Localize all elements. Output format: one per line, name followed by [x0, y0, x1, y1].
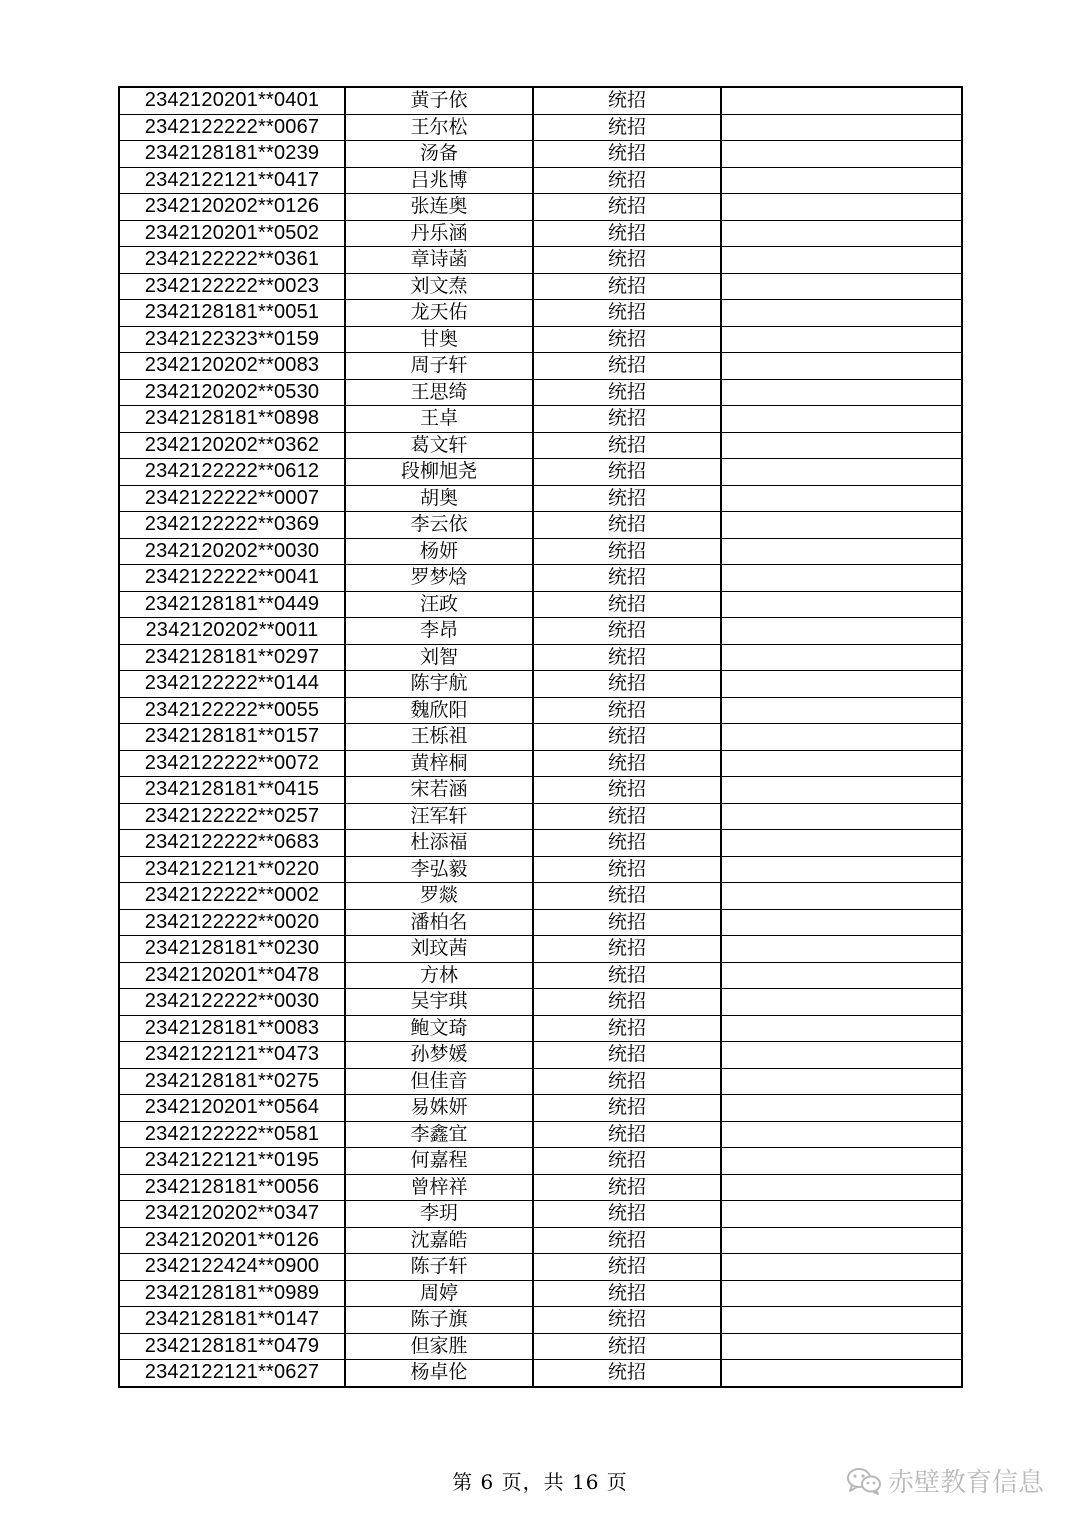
admission-type-cell: 统招 [533, 512, 721, 539]
remarks-cell [721, 565, 962, 592]
remarks-cell [721, 1148, 962, 1175]
exam-number-cell: 2342128181**0297 [119, 644, 345, 671]
remarks-cell [721, 512, 962, 539]
admission-type-cell: 统招 [533, 1333, 721, 1360]
exam-number-cell: 2342122222**0007 [119, 485, 345, 512]
student-roster-table [118, 86, 963, 1388]
student-name-cell: 李昂 [345, 618, 533, 645]
exam-number-cell: 2342122121**0627 [119, 1360, 345, 1387]
admission-type-cell: 统招 [533, 671, 721, 698]
admission-type-cell: 统招 [533, 1280, 721, 1307]
exam-number-cell: 2342122121**0195 [119, 1148, 345, 1175]
remarks-cell [721, 962, 962, 989]
student-name-cell: 李鑫宜 [345, 1121, 533, 1148]
remarks-cell [721, 485, 962, 512]
student-name-cell: 王栎祖 [345, 724, 533, 751]
remarks-cell [721, 1360, 962, 1387]
table-row [119, 379, 962, 406]
remarks-cell [721, 167, 962, 194]
exam-number-cell: 2342122121**0473 [119, 1042, 345, 1069]
exam-number-cell: 2342128181**0989 [119, 1280, 345, 1307]
table-row [119, 1121, 962, 1148]
remarks-cell [721, 538, 962, 565]
exam-number-cell: 2342128181**0157 [119, 724, 345, 751]
admission-type-cell: 统招 [533, 273, 721, 300]
table-row [119, 459, 962, 486]
table-row [119, 1042, 962, 1069]
admission-type-cell: 统招 [533, 777, 721, 804]
remarks-cell [721, 989, 962, 1016]
admission-type-cell: 统招 [533, 538, 721, 565]
admission-type-cell: 统招 [533, 962, 721, 989]
student-name-cell: 但佳音 [345, 1068, 533, 1095]
table-row [119, 618, 962, 645]
remarks-cell [721, 379, 962, 406]
exam-number-cell: 2342122222**0023 [119, 273, 345, 300]
exam-number-cell: 2342128181**0147 [119, 1307, 345, 1334]
admission-type-cell: 统招 [533, 644, 721, 671]
remarks-cell [721, 1307, 962, 1334]
remarks-cell [721, 1227, 962, 1254]
remarks-cell [721, 697, 962, 724]
exam-number-cell: 2342128181**0051 [119, 300, 345, 327]
remarks-cell [721, 300, 962, 327]
admission-type-cell: 统招 [533, 485, 721, 512]
table-row [119, 1307, 962, 1334]
admission-type-cell: 统招 [533, 1121, 721, 1148]
table-row [119, 1280, 962, 1307]
student-name-cell: 葛文轩 [345, 432, 533, 459]
admission-type-cell: 统招 [533, 1095, 721, 1122]
table-row [119, 830, 962, 857]
table-row [119, 1015, 962, 1042]
table-row [119, 432, 962, 459]
admission-type-cell: 统招 [533, 750, 721, 777]
remarks-cell [721, 1121, 962, 1148]
table-row [119, 114, 962, 141]
admission-type-cell: 统招 [533, 141, 721, 168]
student-name-cell: 但家胜 [345, 1333, 533, 1360]
remarks-cell [721, 220, 962, 247]
table-row [119, 989, 962, 1016]
remarks-cell [721, 1201, 962, 1228]
student-name-cell: 周子轩 [345, 353, 533, 380]
table-row [119, 1254, 962, 1281]
table-row [119, 856, 962, 883]
remarks-cell [721, 618, 962, 645]
remarks-cell [721, 671, 962, 698]
table-row [119, 194, 962, 221]
admission-type-cell: 统招 [533, 167, 721, 194]
admission-type-cell: 统招 [533, 406, 721, 433]
student-name-cell: 易姝妍 [345, 1095, 533, 1122]
remarks-cell [721, 432, 962, 459]
exam-number-cell: 2342122222**0612 [119, 459, 345, 486]
exam-number-cell: 2342122222**0067 [119, 114, 345, 141]
remarks-cell [721, 1015, 962, 1042]
exam-number-cell: 2342128181**0449 [119, 591, 345, 618]
admission-type-cell: 统招 [533, 353, 721, 380]
admission-type-cell: 统招 [533, 1148, 721, 1175]
table-row [119, 724, 962, 751]
table-row [119, 87, 962, 114]
admission-type-cell: 统招 [533, 909, 721, 936]
admission-type-cell: 统招 [533, 1254, 721, 1281]
student-name-cell: 李云依 [345, 512, 533, 539]
student-name-cell: 何嘉程 [345, 1148, 533, 1175]
remarks-cell [721, 750, 962, 777]
remarks-cell [721, 326, 962, 353]
remarks-cell [721, 803, 962, 830]
exam-number-cell: 2342120201**0401 [119, 87, 345, 114]
remarks-cell [721, 909, 962, 936]
student-name-cell: 周婷 [345, 1280, 533, 1307]
table-row [119, 1360, 962, 1387]
remarks-cell [721, 591, 962, 618]
admission-type-cell: 统招 [533, 300, 721, 327]
exam-number-cell: 2342120202**0126 [119, 194, 345, 221]
student-name-cell: 杜添福 [345, 830, 533, 857]
student-name-cell: 陈宇航 [345, 671, 533, 698]
student-name-cell: 陈子轩 [345, 1254, 533, 1281]
table-row [119, 565, 962, 592]
remarks-cell [721, 1174, 962, 1201]
student-name-cell: 刘玟茜 [345, 936, 533, 963]
remarks-cell [721, 936, 962, 963]
exam-number-cell: 2342120202**0530 [119, 379, 345, 406]
exam-number-cell: 2342122222**0002 [119, 883, 345, 910]
exam-number-cell: 2342128181**0083 [119, 1015, 345, 1042]
remarks-cell [721, 141, 962, 168]
table-row [119, 1068, 962, 1095]
table-row [119, 485, 962, 512]
student-name-cell: 李玥 [345, 1201, 533, 1228]
exam-number-cell: 2342128181**0239 [119, 141, 345, 168]
student-name-cell: 王卓 [345, 406, 533, 433]
exam-number-cell: 2342122222**0144 [119, 671, 345, 698]
table-row [119, 1174, 962, 1201]
student-name-cell: 丹乐涵 [345, 220, 533, 247]
student-name-cell: 孙梦媛 [345, 1042, 533, 1069]
admission-type-cell: 统招 [533, 194, 721, 221]
roster-body [119, 87, 962, 1387]
remarks-cell [721, 1068, 962, 1095]
exam-number-cell: 2342122424**0900 [119, 1254, 345, 1281]
admission-type-cell: 统招 [533, 1068, 721, 1095]
student-name-cell: 汤备 [345, 141, 533, 168]
remarks-cell [721, 1095, 962, 1122]
admission-type-cell: 统招 [533, 1307, 721, 1334]
student-name-cell: 李弘毅 [345, 856, 533, 883]
table-row [119, 1201, 962, 1228]
student-name-cell: 魏欣阳 [345, 697, 533, 724]
remarks-cell [721, 1254, 962, 1281]
student-name-cell: 陈子旗 [345, 1307, 533, 1334]
student-name-cell: 龙天佑 [345, 300, 533, 327]
table-row [119, 671, 962, 698]
remarks-cell [721, 1042, 962, 1069]
remarks-cell [721, 459, 962, 486]
student-name-cell: 王思绮 [345, 379, 533, 406]
admission-type-cell: 统招 [533, 87, 721, 114]
table-row [119, 750, 962, 777]
remarks-cell [721, 883, 962, 910]
exam-number-cell: 2342128181**0056 [119, 1174, 345, 1201]
exam-number-cell: 2342122222**0257 [119, 803, 345, 830]
student-name-cell: 胡奥 [345, 485, 533, 512]
student-name-cell: 王尔松 [345, 114, 533, 141]
admission-type-cell: 统招 [533, 432, 721, 459]
exam-number-cell: 2342120201**0502 [119, 220, 345, 247]
student-name-cell: 吴宇琪 [345, 989, 533, 1016]
admission-type-cell: 统招 [533, 830, 721, 857]
admission-type-cell: 统招 [533, 565, 721, 592]
student-name-cell: 章诗菡 [345, 247, 533, 274]
exam-number-cell: 2342128181**0275 [119, 1068, 345, 1095]
table-row [119, 591, 962, 618]
admission-type-cell: 统招 [533, 459, 721, 486]
student-name-cell: 黄子依 [345, 87, 533, 114]
table-row [119, 883, 962, 910]
page-number-label: 第 6 页，共 16 页 [452, 1470, 628, 1494]
admission-type-cell: 统招 [533, 1360, 721, 1387]
student-name-cell: 沈嘉皓 [345, 1227, 533, 1254]
student-name-cell: 刘智 [345, 644, 533, 671]
exam-number-cell: 2342122222**0369 [119, 512, 345, 539]
exam-number-cell: 2342120201**0564 [119, 1095, 345, 1122]
wechat-icon [846, 1466, 882, 1496]
student-name-cell: 刘文焘 [345, 273, 533, 300]
table-row [119, 167, 962, 194]
student-name-cell: 汪军轩 [345, 803, 533, 830]
table-row [119, 697, 962, 724]
student-name-cell: 杨妍 [345, 538, 533, 565]
student-name-cell: 吕兆博 [345, 167, 533, 194]
admission-type-cell: 统招 [533, 1201, 721, 1228]
table-row [119, 353, 962, 380]
table-row [119, 1227, 962, 1254]
admission-type-cell: 统招 [533, 326, 721, 353]
remarks-cell [721, 777, 962, 804]
student-name-cell: 汪政 [345, 591, 533, 618]
table-row [119, 1148, 962, 1175]
table-row [119, 909, 962, 936]
table-row [119, 962, 962, 989]
admission-type-cell: 统招 [533, 618, 721, 645]
remarks-cell [721, 353, 962, 380]
student-name-cell: 罗燚 [345, 883, 533, 910]
remarks-cell [721, 856, 962, 883]
admission-type-cell: 统招 [533, 803, 721, 830]
student-name-cell: 甘奥 [345, 326, 533, 353]
remarks-cell [721, 1280, 962, 1307]
exam-number-cell: 2342128181**0898 [119, 406, 345, 433]
table-row [119, 803, 962, 830]
remarks-cell [721, 830, 962, 857]
admission-type-cell: 统招 [533, 724, 721, 751]
admission-type-cell: 统招 [533, 247, 721, 274]
table-row [119, 247, 962, 274]
table-row [119, 300, 962, 327]
table-row [119, 777, 962, 804]
student-name-cell: 杨卓伦 [345, 1360, 533, 1387]
exam-number-cell: 2342120202**0030 [119, 538, 345, 565]
table-row [119, 1095, 962, 1122]
remarks-cell [721, 273, 962, 300]
wechat-watermark [846, 1462, 1044, 1499]
admission-type-cell: 统招 [533, 1174, 721, 1201]
exam-number-cell: 2342122222**0041 [119, 565, 345, 592]
student-name-cell: 曾梓祥 [345, 1174, 533, 1201]
exam-number-cell: 2342120201**0126 [119, 1227, 345, 1254]
exam-number-cell: 2342122222**0581 [119, 1121, 345, 1148]
exam-number-cell: 2342122222**0030 [119, 989, 345, 1016]
exam-number-cell: 2342120201**0478 [119, 962, 345, 989]
table-row [119, 644, 962, 671]
table-row [119, 936, 962, 963]
exam-number-cell: 2342120202**0011 [119, 618, 345, 645]
student-name-cell: 黄梓桐 [345, 750, 533, 777]
table-row [119, 326, 962, 353]
watermark-text: 赤壁教育信息 [887, 1468, 1044, 1498]
remarks-cell [721, 644, 962, 671]
table-row [119, 406, 962, 433]
student-name-cell: 方林 [345, 962, 533, 989]
student-name-cell: 潘柏名 [345, 909, 533, 936]
exam-number-cell: 2342128181**0230 [119, 936, 345, 963]
exam-number-cell: 2342122222**0683 [119, 830, 345, 857]
admission-type-cell: 统招 [533, 697, 721, 724]
table-row [119, 141, 962, 168]
admission-type-cell: 统招 [533, 856, 721, 883]
exam-number-cell: 2342122222**0072 [119, 750, 345, 777]
exam-number-cell: 2342120202**0083 [119, 353, 345, 380]
exam-number-cell: 2342128181**0479 [119, 1333, 345, 1360]
admission-type-cell: 统招 [533, 1227, 721, 1254]
exam-number-cell: 2342120202**0347 [119, 1201, 345, 1228]
table-row [119, 220, 962, 247]
remarks-cell [721, 114, 962, 141]
exam-number-cell: 2342128181**0415 [119, 777, 345, 804]
admission-type-cell: 统招 [533, 1015, 721, 1042]
exam-number-cell: 2342122222**0055 [119, 697, 345, 724]
exam-number-cell: 2342122222**0020 [119, 909, 345, 936]
student-name-cell: 段柳旭尧 [345, 459, 533, 486]
admission-type-cell: 统招 [533, 989, 721, 1016]
remarks-cell [721, 194, 962, 221]
table-row [119, 273, 962, 300]
admission-type-cell: 统招 [533, 591, 721, 618]
admission-type-cell: 统招 [533, 936, 721, 963]
exam-number-cell: 2342122121**0220 [119, 856, 345, 883]
remarks-cell [721, 1333, 962, 1360]
student-name-cell: 鲍文琦 [345, 1015, 533, 1042]
student-name-cell: 张连奥 [345, 194, 533, 221]
exam-number-cell: 2342122121**0417 [119, 167, 345, 194]
admission-type-cell: 统招 [533, 883, 721, 910]
remarks-cell [721, 724, 962, 751]
table-row [119, 512, 962, 539]
student-name-cell: 罗梦焓 [345, 565, 533, 592]
admission-type-cell: 统招 [533, 1042, 721, 1069]
table-row [119, 1333, 962, 1360]
admission-type-cell: 统招 [533, 220, 721, 247]
exam-number-cell: 2342122323**0159 [119, 326, 345, 353]
table-row [119, 538, 962, 565]
remarks-cell [721, 87, 962, 114]
remarks-cell [721, 247, 962, 274]
exam-number-cell: 2342122222**0361 [119, 247, 345, 274]
exam-number-cell: 2342120202**0362 [119, 432, 345, 459]
student-name-cell: 宋若涵 [345, 777, 533, 804]
admission-type-cell: 统招 [533, 379, 721, 406]
admission-type-cell: 统招 [533, 114, 721, 141]
remarks-cell [721, 406, 962, 433]
